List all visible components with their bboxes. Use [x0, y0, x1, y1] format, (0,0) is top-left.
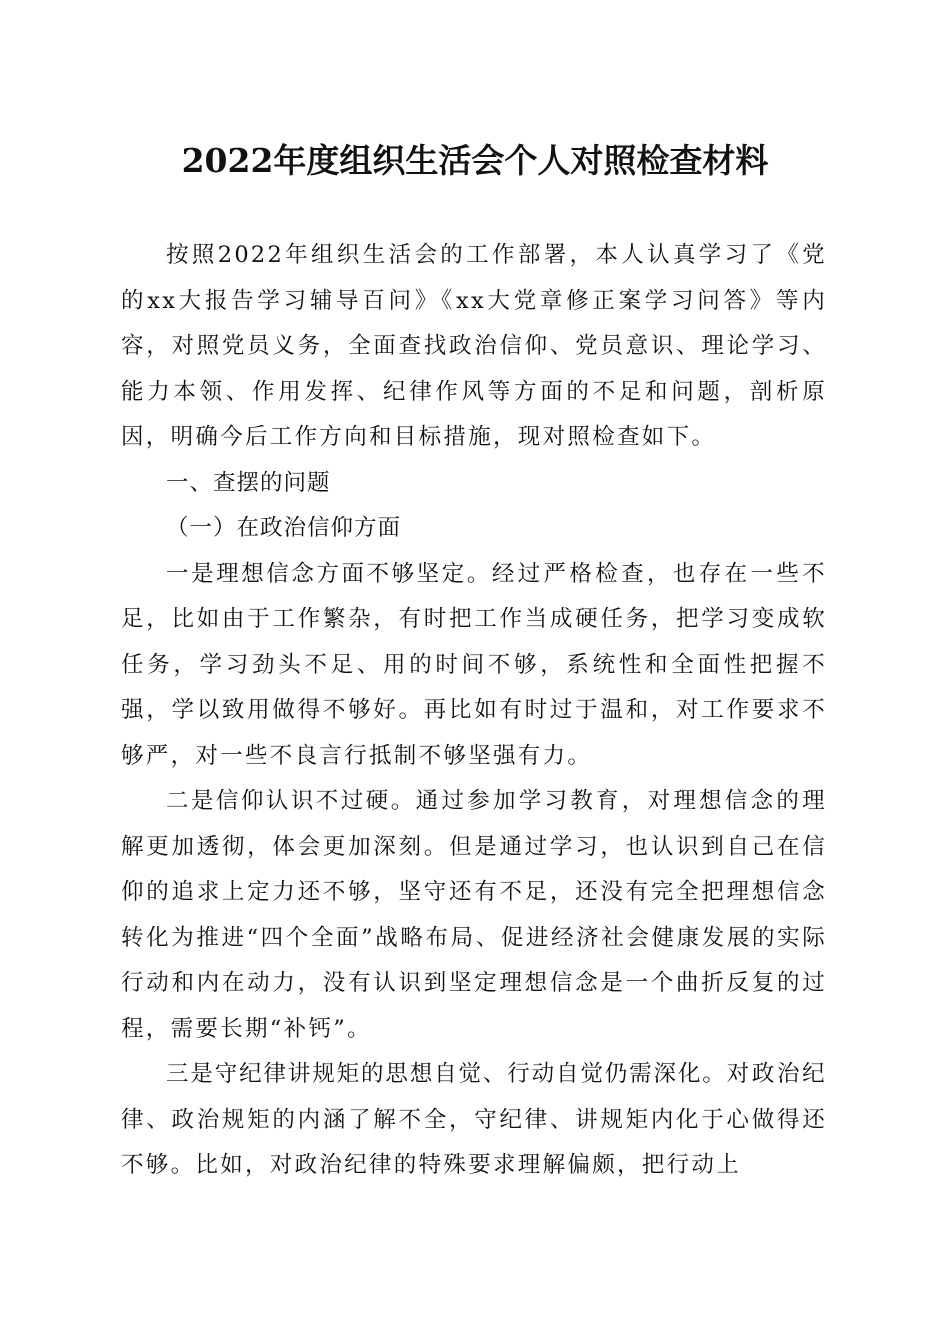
item-paragraph-3 — [121, 1052, 827, 1189]
item-lead-1: 一是理想信念方面不够坚定。 — [166, 560, 492, 587]
item-text-1: 经过严格检查，也存在一些不足，比如由于工作繁杂，有时把工作当成硬任务，把学习变成软任务，学习劲头不足、用的时间不够，系统性和全面性把握不强，学以致用做得不够好。再比如有时过于温和，对工作要求不够严，对一些不良言行抵制不够坚强有力。 — [121, 560, 827, 769]
item-text-2: 通过参加学习教育，对理想信念的理解更加透彻，体会更加深刻。但是通过学习，也认识到自己在信仰的追求上定力还不够，坚守还有不足，还没有完全把理想信念转化为推进“四个全面”战略布局、促进经济社会健康发展的实际行动和内在动力，没有认识到坚定理想信念是一个曲折反复的过程，需要长期“补钙”。 — [121, 788, 827, 1042]
section-heading: 一、查摆的问题 — [166, 469, 331, 496]
document-body — [121, 233, 827, 1189]
item-lead-3: 三是守纪律讲规矩的思想自觉、行动自觉仍需深化。 — [166, 1061, 727, 1087]
document-title: 2022年度组织生活会个人对照检查材料 — [181, 141, 769, 180]
item-lead-2: 二是信仰认识不过硬。 — [166, 788, 416, 814]
item-paragraph-1 — [121, 552, 827, 780]
subsection-heading: （一）在政治信仰方面 — [166, 515, 402, 541]
item-paragraph-2 — [121, 779, 827, 1052]
intro-paragraph: 按照2022年组织生活会的工作部署，本人认真学习了《党的xx大报告学习辅导百问》《xx大党章修正案学习问答》等内容，对照党员义务，全面查找政治信仰、党员意识、理论学习、能力本领、作用发挥、纪律作风等方面的不足和问题，剖析原因，明确今后工作方向和目标措施，现对照检查如下。 — [121, 242, 827, 450]
item-text-3: 对政治纪律、政治规矩的内涵了解不全，守纪律、讲规矩内化于心做得还不够。比如，对政治纪律的特殊要求理解偏颇，把行动上 — [121, 1061, 827, 1178]
